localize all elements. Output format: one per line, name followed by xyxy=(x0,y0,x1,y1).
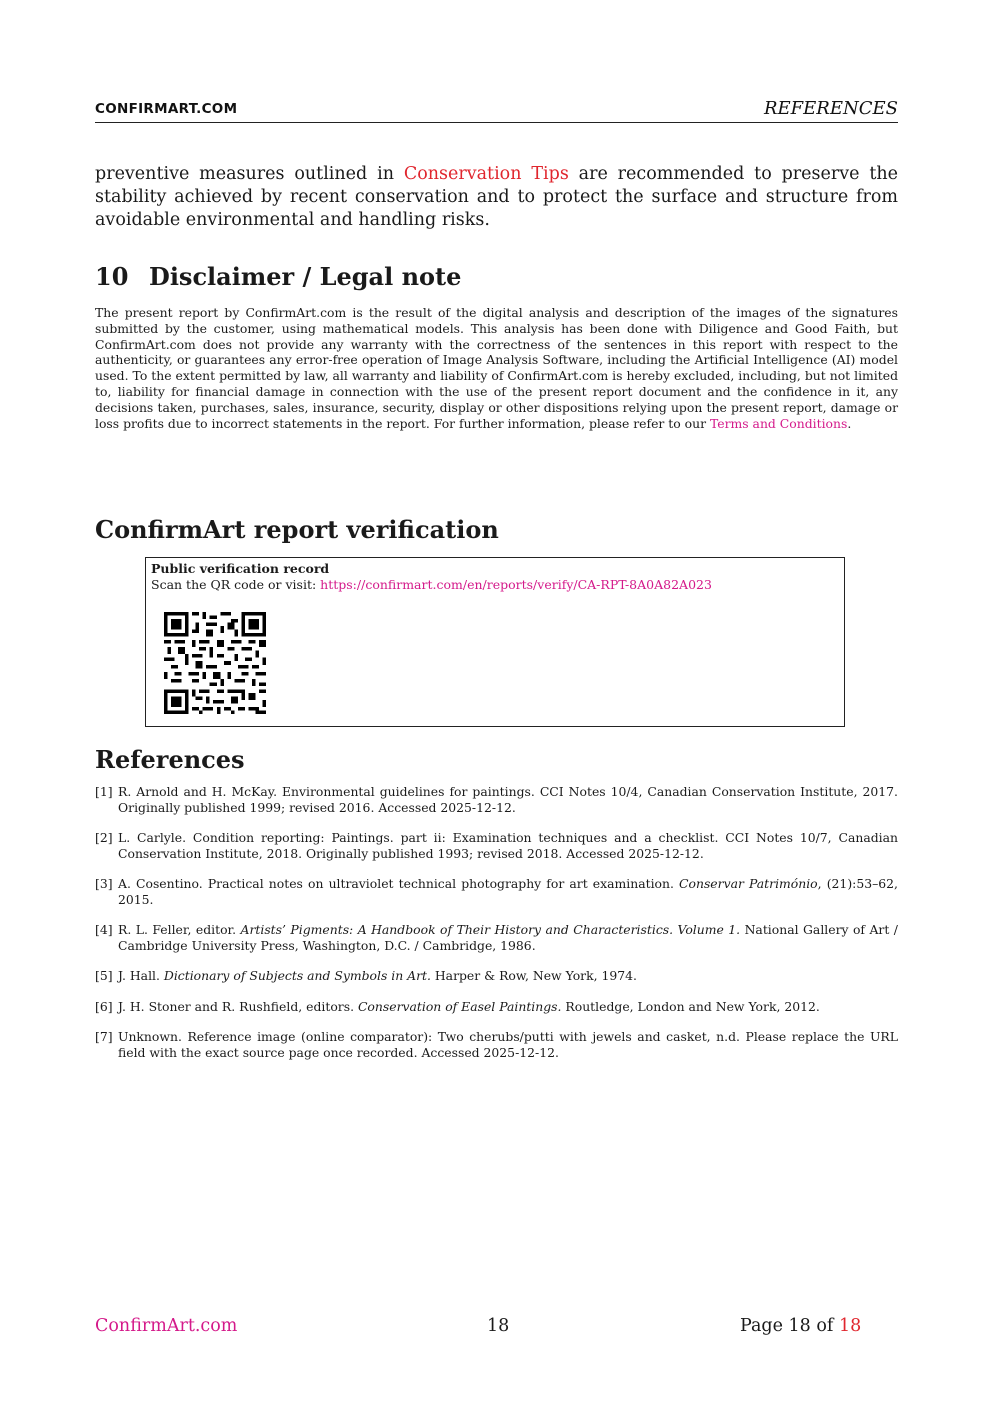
header-rule xyxy=(95,122,898,123)
reference-item xyxy=(95,876,898,908)
reference-number: [5] xyxy=(95,968,113,984)
verification-url-link[interactable]: https://confirmart.com/en/reports/verify/CA-RPT-8A0A82A023 xyxy=(320,577,712,592)
disclaimer-body xyxy=(95,305,898,431)
reference-item xyxy=(95,922,898,954)
reference-text-pre: J. Hall. xyxy=(118,968,164,984)
running-header-section: REFERENCES xyxy=(763,98,898,119)
reference-title-italic: Conservation of Easel Paintings. xyxy=(357,998,562,1014)
footer-page-number: 18 xyxy=(487,1316,510,1336)
reference-text-post: , (21):53–62, 2015. xyxy=(118,876,898,907)
reference-item xyxy=(95,999,898,1015)
reference-title-italic: Dictionary of Subjects and Symbols in Art. xyxy=(163,968,431,984)
verification-scan-line xyxy=(151,577,712,592)
disclaimer-end: . xyxy=(847,415,852,431)
references-list xyxy=(95,784,898,1075)
reference-text xyxy=(118,876,898,908)
reference-text xyxy=(118,1029,898,1061)
reference-text xyxy=(118,968,898,984)
verification-heading: ConfirmArt report verification xyxy=(95,515,499,544)
footer-last-page-link[interactable]: 18 xyxy=(838,1316,862,1336)
reference-text xyxy=(118,999,898,1015)
reference-title-italic: Conservar Património xyxy=(679,876,818,892)
section-title: Disclaimer / Legal note xyxy=(149,262,462,291)
reference-text xyxy=(118,784,898,816)
verification-box-title: Public verification record xyxy=(151,561,330,576)
reference-text-pre: Unknown. Reference image (online comparator): Two cherubs/putti with jewels and casket, n.d. Please replace the URL field with the exact source page once recorded. Accessed 2025-12-12. xyxy=(118,1028,898,1060)
reference-number: [6] xyxy=(95,998,113,1014)
reference-item xyxy=(95,1029,898,1061)
references-heading: References xyxy=(95,745,245,774)
footer-page-prefix: Page 18 of xyxy=(740,1316,839,1336)
reference-number: [4] xyxy=(95,922,113,938)
disclaimer-text: The present report by ConfirmArt.com is the result of the digital analysis and description of the images of the signatures submitted by the customer, using mathematical models. This analysis has been done with Diligence and Good Faith, but ConfirmArt.com does not provide any warranty with the correctness of the sentences in this report with respect to the authenticity, or guarantees any error-free operation of Image Analysis Software, including the Artificial Intelligence (AI) model used. To the extent permitted by law, all warranty and liability of ConfirmArt.com is hereby excluded, including, but not limited to, liability for financial damage in connection with the use of the present report document and the confidence in it, any decisions taken, purchases, sales, insurance, security, display or other dispositions relying upon the present report, damage or loss profits due to incorrect statements in the report. For further information, please refer to our xyxy=(95,305,898,431)
reference-text-pre: R. Arnold and H. McKay. Environmental guidelines for paintings. CCI Notes 10/4, Canadian Conservation Institute, 2017. Originally published 1999; revised 2016. Accessed 2025-12-12. xyxy=(118,784,898,815)
reference-text-pre: L. Carlyle. Condition reporting: Paintings. part ii: Examination techniques and a checklist. CCI Notes 10/7, Canadian Conservation Institute, 2018. Originally published 1993; revised 2018. Accessed 2025-12-12. xyxy=(118,830,898,861)
intro-text-end: are recommended to preserve the stability achieved by recent conservation and to protect the surface and structure from avoidable environmental and handling risks. xyxy=(95,164,898,230)
reference-text-post: National Gallery of Art / Cambridge University Press, Washington, D.C. / Cambridge, 1986. xyxy=(118,922,898,954)
reference-number: [3] xyxy=(95,876,113,892)
reference-number: [2] xyxy=(95,830,113,846)
reference-text-post: Routledge, London and New York, 2012. xyxy=(561,998,820,1014)
intro-text-start: preventive measures outlined in xyxy=(95,164,404,184)
verification-box xyxy=(145,557,845,727)
qr-code-icon[interactable] xyxy=(164,612,266,714)
footer-page-count xyxy=(740,1316,861,1336)
reference-title-italic: Artists’ Pigments: A Handbook of Their History and Characteristics. Volume 1. xyxy=(240,922,741,938)
site-logo: CONFIRMART.COM xyxy=(95,101,238,117)
reference-text xyxy=(118,922,898,954)
intro-paragraph xyxy=(95,163,898,232)
reference-text-pre: R. L. Feller, editor. xyxy=(118,922,241,938)
reference-text xyxy=(118,830,898,862)
reference-text-post: Harper & Row, New York, 1974. xyxy=(430,968,637,984)
reference-item xyxy=(95,830,898,862)
conservation-tips-link[interactable]: Conservation Tips xyxy=(403,164,569,184)
footer-site-link[interactable]: ConfirmArt.com xyxy=(95,1316,238,1336)
reference-item xyxy=(95,784,898,816)
reference-item xyxy=(95,968,898,984)
terms-link[interactable]: Terms and Conditions xyxy=(709,415,848,431)
disclaimer-heading xyxy=(95,262,461,291)
reference-number: [1] xyxy=(95,784,113,799)
section-number: 10 xyxy=(95,262,129,291)
reference-number: [7] xyxy=(95,1028,113,1044)
scan-instruction: Scan the QR code or visit: xyxy=(151,577,321,592)
reference-text-pre: J. H. Stoner and R. Rushfield, editors. xyxy=(118,998,358,1014)
reference-text-pre: A. Cosentino. Practical notes on ultraviolet technical photography for art examination. xyxy=(118,876,680,892)
